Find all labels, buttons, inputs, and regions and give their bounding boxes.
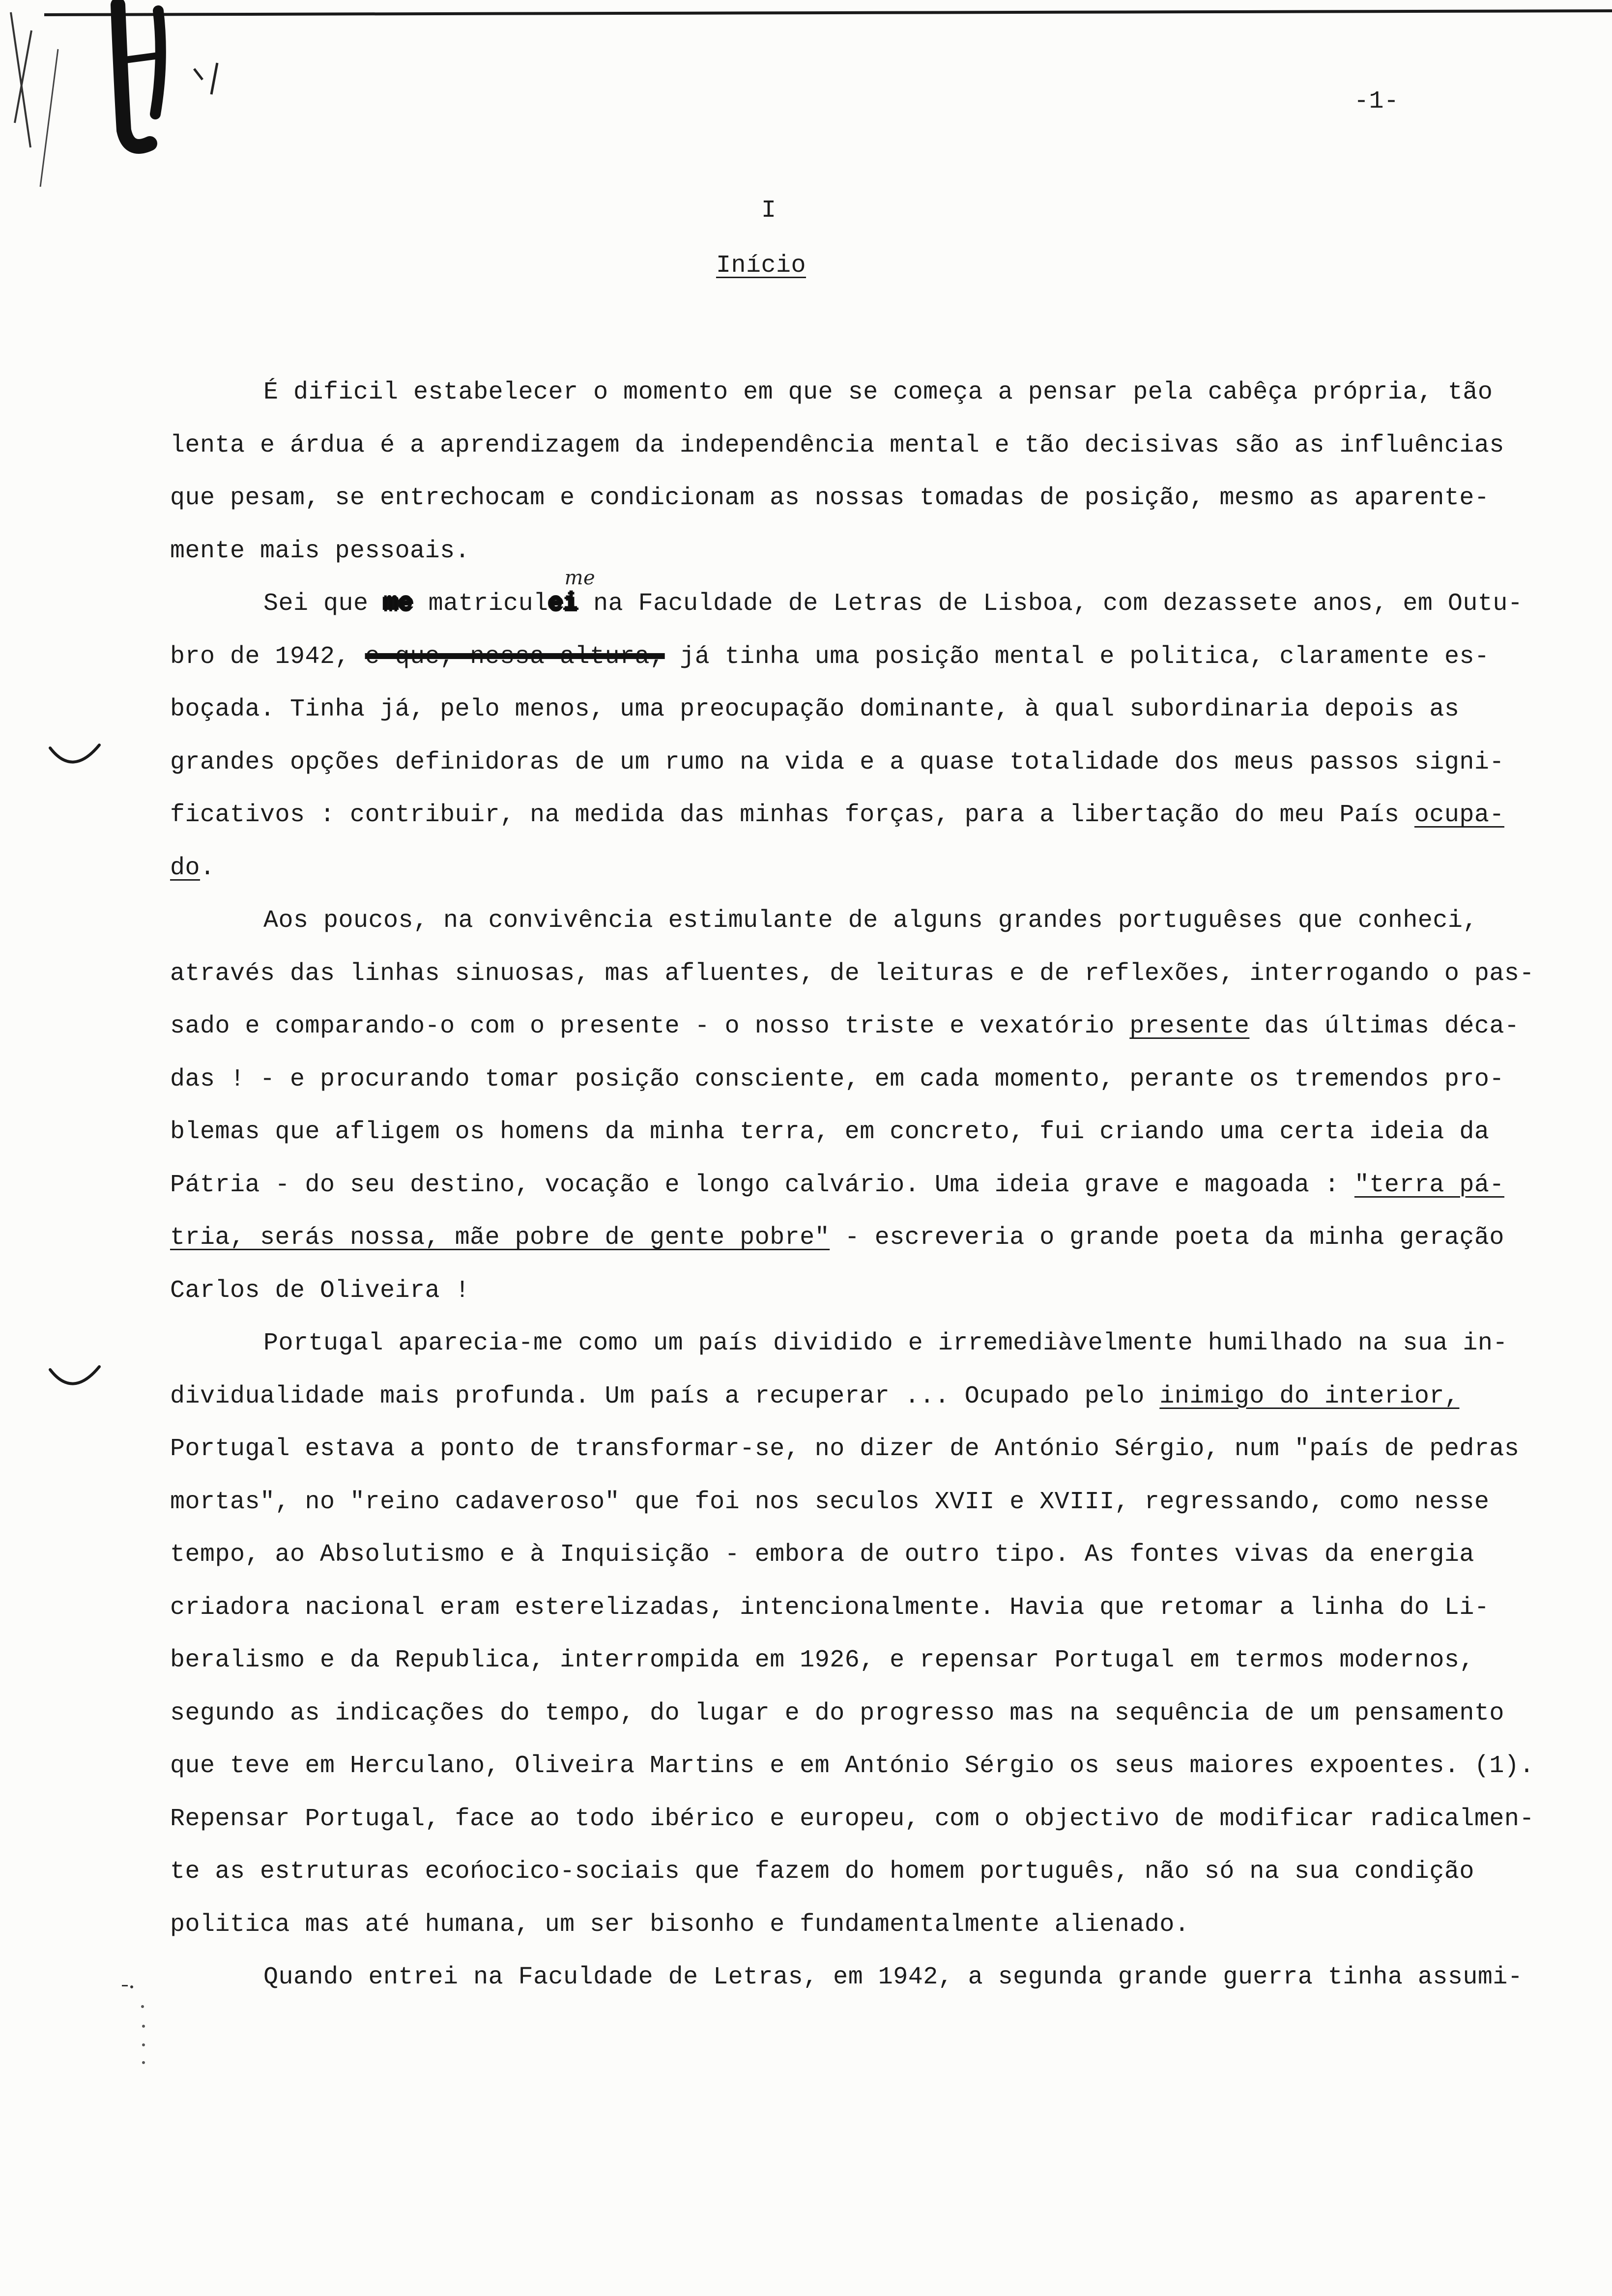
- body-text: [170, 366, 1595, 2004]
- rule-stroke: [44, 11, 1612, 15]
- ink-speck: [141, 2005, 144, 2008]
- text-segment: - escreveria o grande poeta da minha geração: [830, 1224, 1504, 1252]
- text-segment: segundo as indicações do tempo, do lugar e do progresso mas na sequência de um pensamento: [170, 1699, 1504, 1727]
- margin-specks: [118, 1978, 157, 2071]
- ink-stroke: [118, 5, 150, 146]
- text-line: [170, 419, 1595, 472]
- page-number: -1-: [1354, 87, 1399, 115]
- text-line: [170, 842, 1595, 895]
- margin-mark: [44, 737, 108, 781]
- ink-stroke: [155, 11, 161, 114]
- text-line: [170, 789, 1595, 842]
- ink-stroke: [11, 12, 30, 147]
- text-line: [170, 1845, 1595, 1898]
- ink-stroke: [40, 49, 58, 187]
- underlined-text: do: [170, 854, 201, 882]
- ink-speck: [142, 2061, 145, 2064]
- text-line: [170, 736, 1595, 789]
- text-segment: que teve em Herculano, Oliveira Martins e em António Sérgio os seus maiores expoentes. (1).: [170, 1752, 1534, 1780]
- text-line: [170, 1581, 1595, 1635]
- text-segment: mente mais pessoais.: [170, 537, 470, 565]
- text-segment: através das linhas sinuosas, mas afluentes, de leituras e de reflexões, interrogando o pas-: [170, 959, 1534, 988]
- text-segment: Pátria - do seu destino, vocação e longo calvário. Uma ideia grave e magoada :: [170, 1171, 1354, 1199]
- text-line: [170, 1211, 1595, 1264]
- text-segment: grandes opções definidoras de um rumo na vida e a quase totalidade dos meus passos signi-: [170, 748, 1504, 776]
- text-segment: Sei que: [263, 590, 384, 618]
- text-line: Sei que me matriculeime na Faculdade de Letras de Lisboa, com dezassete anos, em Outu-: [263, 567, 1523, 618]
- text-segment: sado e comparando-o com o presente - o nosso triste e vexatório: [170, 1012, 1130, 1040]
- text-segment: tempo, ao Absolutismo e à Inquisição - embora de outro tipo. As fontes vivas da energia: [170, 1541, 1474, 1569]
- text-segment: criadora nacional eram esterelizadas, intencionalmente. Havia que retomar a linha do Li-: [170, 1593, 1490, 1622]
- text-segment: Repensar Portugal, face ao todo ibérico e europeu, com o objectivo de modificar radicalmen-: [170, 1805, 1534, 1833]
- text-line: [170, 1370, 1595, 1423]
- ink-stroke: [15, 30, 31, 123]
- ink-speck: [130, 1985, 133, 1988]
- text-line: [170, 894, 1595, 947]
- struck-text: e que, nessa altura,: [365, 642, 665, 671]
- text-segment: te as estruturas ecońocico-sociais que fazem do homem português, não só na sua condição: [170, 1858, 1474, 1886]
- text-line: [170, 1106, 1595, 1159]
- text-line: [170, 1898, 1595, 1952]
- text-segment: das últimas déca-: [1249, 1012, 1520, 1040]
- text-line: [170, 1528, 1595, 1581]
- chapter-title: Início: [716, 252, 806, 280]
- text-line: [170, 1951, 1595, 2004]
- text-line: [170, 1264, 1595, 1318]
- text-segment: já tinha uma posição mental e politica, claramente es-: [664, 642, 1490, 671]
- margin-mark: [44, 1359, 108, 1403]
- text-segment: na Faculdade de Letras de Lisboa, com dezassete anos, em Outu-: [578, 590, 1523, 618]
- ink-stroke: [50, 745, 99, 762]
- text-segment: Aos poucos, na convivência estimulante de alguns grandes portuguêses que conheci,: [263, 907, 1478, 935]
- text-segment: mortas", no "reino cadaveroso" que foi nos seculos XVII e XVIII, regressando, como nesse: [170, 1488, 1490, 1516]
- text-line: [170, 1053, 1595, 1106]
- text-segment: blemas que afligem os homens da minha terra, em concreto, fui criando uma certa ideia da: [170, 1118, 1490, 1146]
- handwritten-mark: [0, 0, 236, 206]
- text-line: [170, 1317, 1595, 1370]
- text-segment: lenta e árdua é a aprendizagem da independência mental e tão decisivas são as influências: [170, 431, 1504, 459]
- text-line: [170, 683, 1595, 736]
- text-line: [170, 1793, 1595, 1846]
- text-segment: Portugal aparecia-me como um país dividido e irremediàvelmente humilhado na sua in-: [263, 1329, 1508, 1357]
- text-segment: beralismo e da Republica, interrompida em 1926, e repensar Portugal em termos modernos,: [170, 1646, 1474, 1674]
- text-segment: ficativos : contribuir, na medida das minhas forças, para a libertação do meu País: [170, 801, 1414, 829]
- ink-speck: [142, 2025, 145, 2028]
- top-edge-line: [0, 0, 1612, 29]
- text-segment: Carlos de Oliveira !: [170, 1276, 470, 1305]
- text-segment: .: [200, 854, 215, 882]
- underlined-text: tria, serás nossa, mãe pobre de gente pobre": [170, 1224, 830, 1252]
- overtyped-text: me: [383, 590, 414, 618]
- text-segment: boçada. Tinha já, pelo menos, uma preocupação dominante, à qual subordinaria depois as: [170, 695, 1460, 723]
- text-line: [170, 1159, 1595, 1212]
- text-segment: que pesam, se entrechocam e condicionam as nossas tomadas de posição, mesmo as aparente-: [170, 484, 1490, 512]
- text-line: [170, 631, 1595, 684]
- ink-speck: [142, 2043, 145, 2046]
- underlined-text: ocupa-: [1414, 801, 1504, 829]
- ink-speck: [122, 1985, 128, 1986]
- text-segment: Portugal estava a ponto de transformar-se, no dizer de António Sérgio, num "país de pedras: [170, 1435, 1520, 1463]
- text-line: [170, 1634, 1595, 1687]
- overtyped-text: ei: [548, 590, 578, 618]
- text-line: [170, 1423, 1595, 1476]
- underlined-text: presente: [1129, 1012, 1250, 1040]
- ink-stroke: [50, 1367, 99, 1384]
- text-segment: das ! - e procurando tomar posição consciente, em cada momento, perante os tremendos pro-: [170, 1065, 1504, 1093]
- text-segment: politica mas até humana, um ser bisonho e fundamentalmente alienado.: [170, 1910, 1190, 1939]
- text-segment: É dificil estabelecer o momento em que se começa a pensar pela cabêça própria, tão: [263, 378, 1493, 406]
- text-line: [170, 1687, 1595, 1740]
- ink-stroke: [211, 63, 217, 94]
- ink-stroke: [194, 69, 202, 80]
- text-segment: matricul: [413, 590, 548, 618]
- ink-stroke: [125, 55, 162, 60]
- text-segment: dividualidade mais profunda. Um país a recuperar ... Ocupado pelo: [170, 1382, 1160, 1410]
- text-line: [170, 472, 1595, 525]
- underlined-text: inimigo do interior,: [1159, 1382, 1460, 1410]
- text-line: [170, 1000, 1595, 1053]
- text-line: [170, 1476, 1595, 1529]
- underlined-text: "terra pá-: [1354, 1171, 1504, 1199]
- text-segment: Quando entrei na Faculdade de Letras, em 1942, a segunda grande guerra tinha assumi-: [263, 1963, 1523, 1991]
- text-line: [170, 366, 1595, 419]
- chapter-number: I: [761, 197, 777, 225]
- text-line: [170, 525, 1595, 578]
- text-segment: bro de 1942,: [170, 642, 365, 671]
- text-line: [170, 947, 1595, 1001]
- text-line: [170, 1740, 1595, 1793]
